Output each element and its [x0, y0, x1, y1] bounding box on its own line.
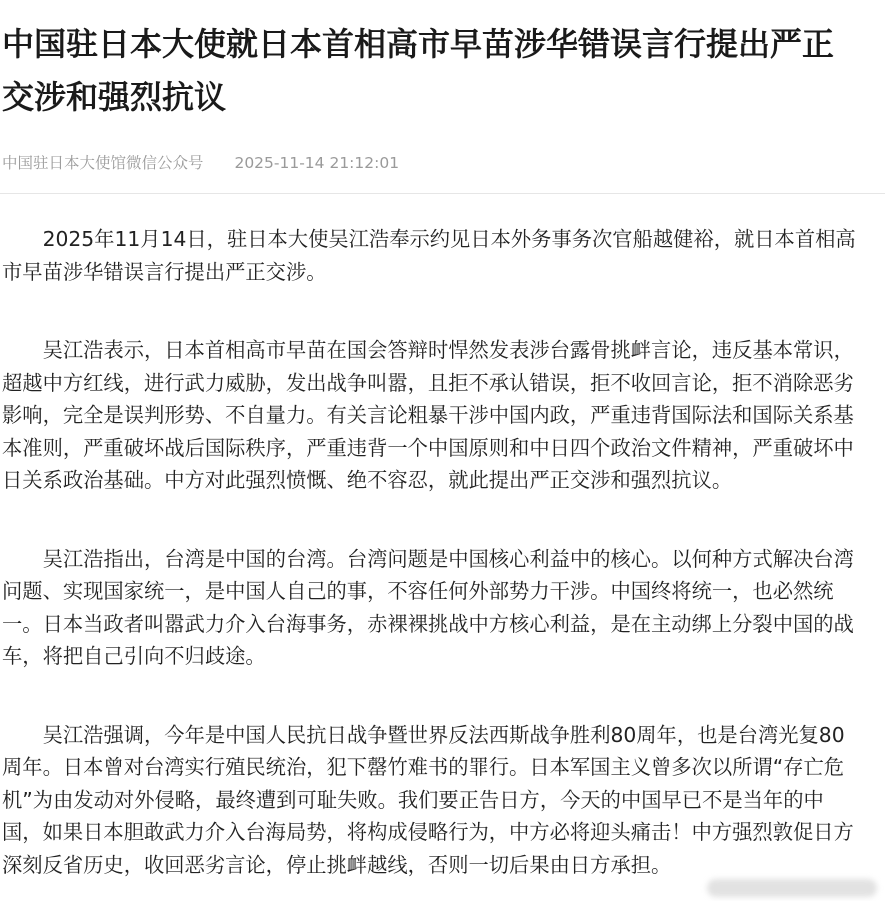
- article-source: 中国驻日本大使馆微信公众号: [2, 154, 204, 172]
- article-title: 中国驻日本大使就日本首相高市早苗涉华错误言行提出严正交涉和强烈抗议: [2, 25, 835, 116]
- watermark: [707, 879, 877, 897]
- paragraph: 吴江浩强调，今年是中国人民抗日战争暨世界反法西斯战争胜利80周年，也是台湾光复80周年。日本曾对台湾实行殖民统治，犯下罄竹难书的罪行。日本军国主义曾多次以所谓“存亡危机”为由发动对外侵略，最终遭到可耻失败。我们要正告日方，今天的中国早已不是当年的中国，如果日本胆敢武力介入台海局势，将构成侵略行为，中方必将迎头痛击！中方强烈敦促日方深刻反省历史，收回恶劣言论，停止挑衅越线，否则一切后果由日方承担。: [2, 722, 854, 877]
- publish-date: 2025-11-14 21:12:01: [234, 154, 400, 172]
- divider: [0, 193, 885, 194]
- paragraph: 吴江浩表示，日本首相高市早苗在国会答辩时悍然发表涉台露骨挑衅言论，违反基本常识，超越中方红线，进行武力威胁，发出战争叫嚣，且拒不承认错误，拒不收回言论，拒不消除恶劣影响，完全是误判形势、不自量力。有关言论粗暴干涉中国内政，严重违背国际法和国际关系基本准则，严重破坏战后国际秩序，严重违背一个中国原则和中日四个政治文件精神，严重破坏中日关系政治基础。中方对此强烈愤慨、绝不容忍，就此提出严正交涉和强烈抗议。: [2, 338, 854, 492]
- article-meta: [2, 153, 864, 173]
- article-body: [2, 223, 860, 881]
- paragraph: 吴江浩指出，台湾是中国的台湾。台湾问题是中国核心利益中的核心。以何种方式解决台湾问题、实现国家统一，是中国人自己的事，不容任何外部势力干涉。中国终将统一，也必然统一。日本当政者叫嚣武力介入台海事务，赤裸裸挑战中方核心利益，是在主动绑上分裂中国的战车，将把自己引向不归歧途。: [2, 546, 854, 668]
- paragraph: 2025年11月14日，驻日本大使吴江浩奉示约见日本外务事务次官船越健裕，就日本首相高市早苗涉华错误言行提出严正交涉。: [2, 227, 856, 284]
